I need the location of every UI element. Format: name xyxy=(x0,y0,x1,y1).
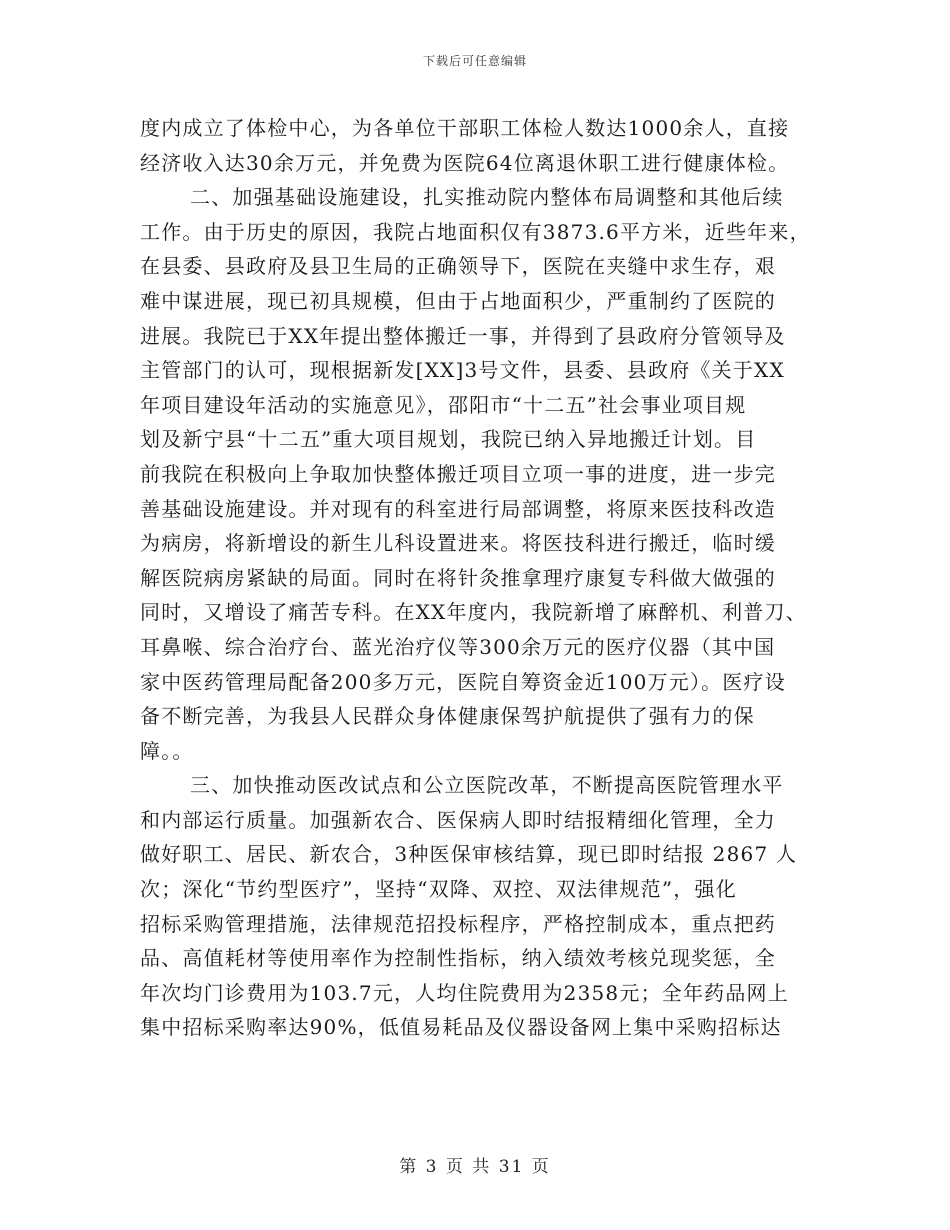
page-number-footer: 第 3 页 共 31 页 xyxy=(399,1157,551,1177)
text-line: 前我院在积极向上争取加快整体搬迁项目立项一事的进度，进一步完 xyxy=(140,461,776,486)
text-line: 划及新宁县“十二五”重大项目规划，我院已纳入异地搬迁计划。目 xyxy=(140,427,757,452)
text-line: 为病房，将新增设的新生儿科设置进来。将医技科进行搬迁，临时缓 xyxy=(140,531,776,556)
text-line: 备不断完善，为我县人民群众身体健康保驾护航提供了强有力的保 xyxy=(140,704,755,729)
text-line: 做好职工、居民、新农合，3种医保审核结算，现已即时结报 2867 人 xyxy=(140,842,798,867)
text-line: 善基础设施建设。并对现有的科室进行局部调整，将原来医技科改造 xyxy=(140,496,776,521)
page-header-note: 下载后可任意编辑 xyxy=(422,54,527,68)
text-line: 品、高值耗材等使用率作为控制性指标，纳入绩效考核兑现奖惩，全 xyxy=(140,946,776,971)
section-heading-line: 三、加快推动医改试点和公立医院改革，不断提高医院管理水平 xyxy=(190,773,784,798)
text-line: 主管部门的认可，现根据新发[XX]3号文件，县委、县政府《关于XX xyxy=(140,358,785,383)
section-heading-line: 二、加强基础设施建设，扎实推动院内整体布局调整和其他后续 xyxy=(190,185,784,210)
text-line: 次；深化“节约型医疗”，坚持“双降、双控、双法律规范”，强化 xyxy=(140,877,737,902)
text-line: 家中医药管理局配备200多万元，医院自筹资金近100万元）。医疗设 xyxy=(140,669,786,694)
text-line: 度内成立了体检中心，为各单位干部职工体检人数达1000余人，直接 xyxy=(140,116,790,140)
text-line: 年项目建设年活动的实施意见》，邵阳市“十二五”社会事业项目规 xyxy=(140,392,747,417)
text-line: 和内部运行质量。加强新农合、医保病人即时结报精细化管理，全力 xyxy=(140,807,776,832)
document-body xyxy=(140,111,830,1045)
text-line: 进展。我院已于XX年提出整体搬迁一事，并得到了县政府分管领导及 xyxy=(140,323,786,348)
text-line: 同时，又增设了痛苦专科。在XX年度内，我院新增了麻醉机、利普刀、 xyxy=(140,600,807,625)
text-line: 难中谋进展，现已初具规模，但由于占地面积少，严重制约了医院的 xyxy=(140,288,776,313)
text-line: 障。。 xyxy=(140,738,194,763)
text-line: 年次均门诊费用为103.7元，人均住院费用为2358元；全年药品网上 xyxy=(140,980,789,1005)
text-line: 招标采购管理措施，法律规范招投标程序，严格控制成本，重点把药 xyxy=(140,911,776,936)
text-line: 经济收入达30余万元，并免费为医院64位离退休职工进行健康体检。 xyxy=(140,150,790,175)
text-line: 工作。由于历史的原因，我院占地面积仅有3873.6平方米，近些年来， xyxy=(140,219,811,244)
text-line: 在县委、县政府及县卫生局的正确领导下，医院在夹缝中求生存，艰 xyxy=(140,254,776,279)
text-line: 耳鼻喉、综合治疗台、蓝光治疗仪等300余万元的医疗仪器（其中国 xyxy=(140,634,776,659)
text-line: 解医院病房紧缺的局面。同时在将针灸推拿理疗康复专科做大做强的 xyxy=(140,565,776,590)
text-line: 集中招标采购率达90%，低值易耗品及仪器设备网上集中采购招标达 xyxy=(140,1015,782,1040)
